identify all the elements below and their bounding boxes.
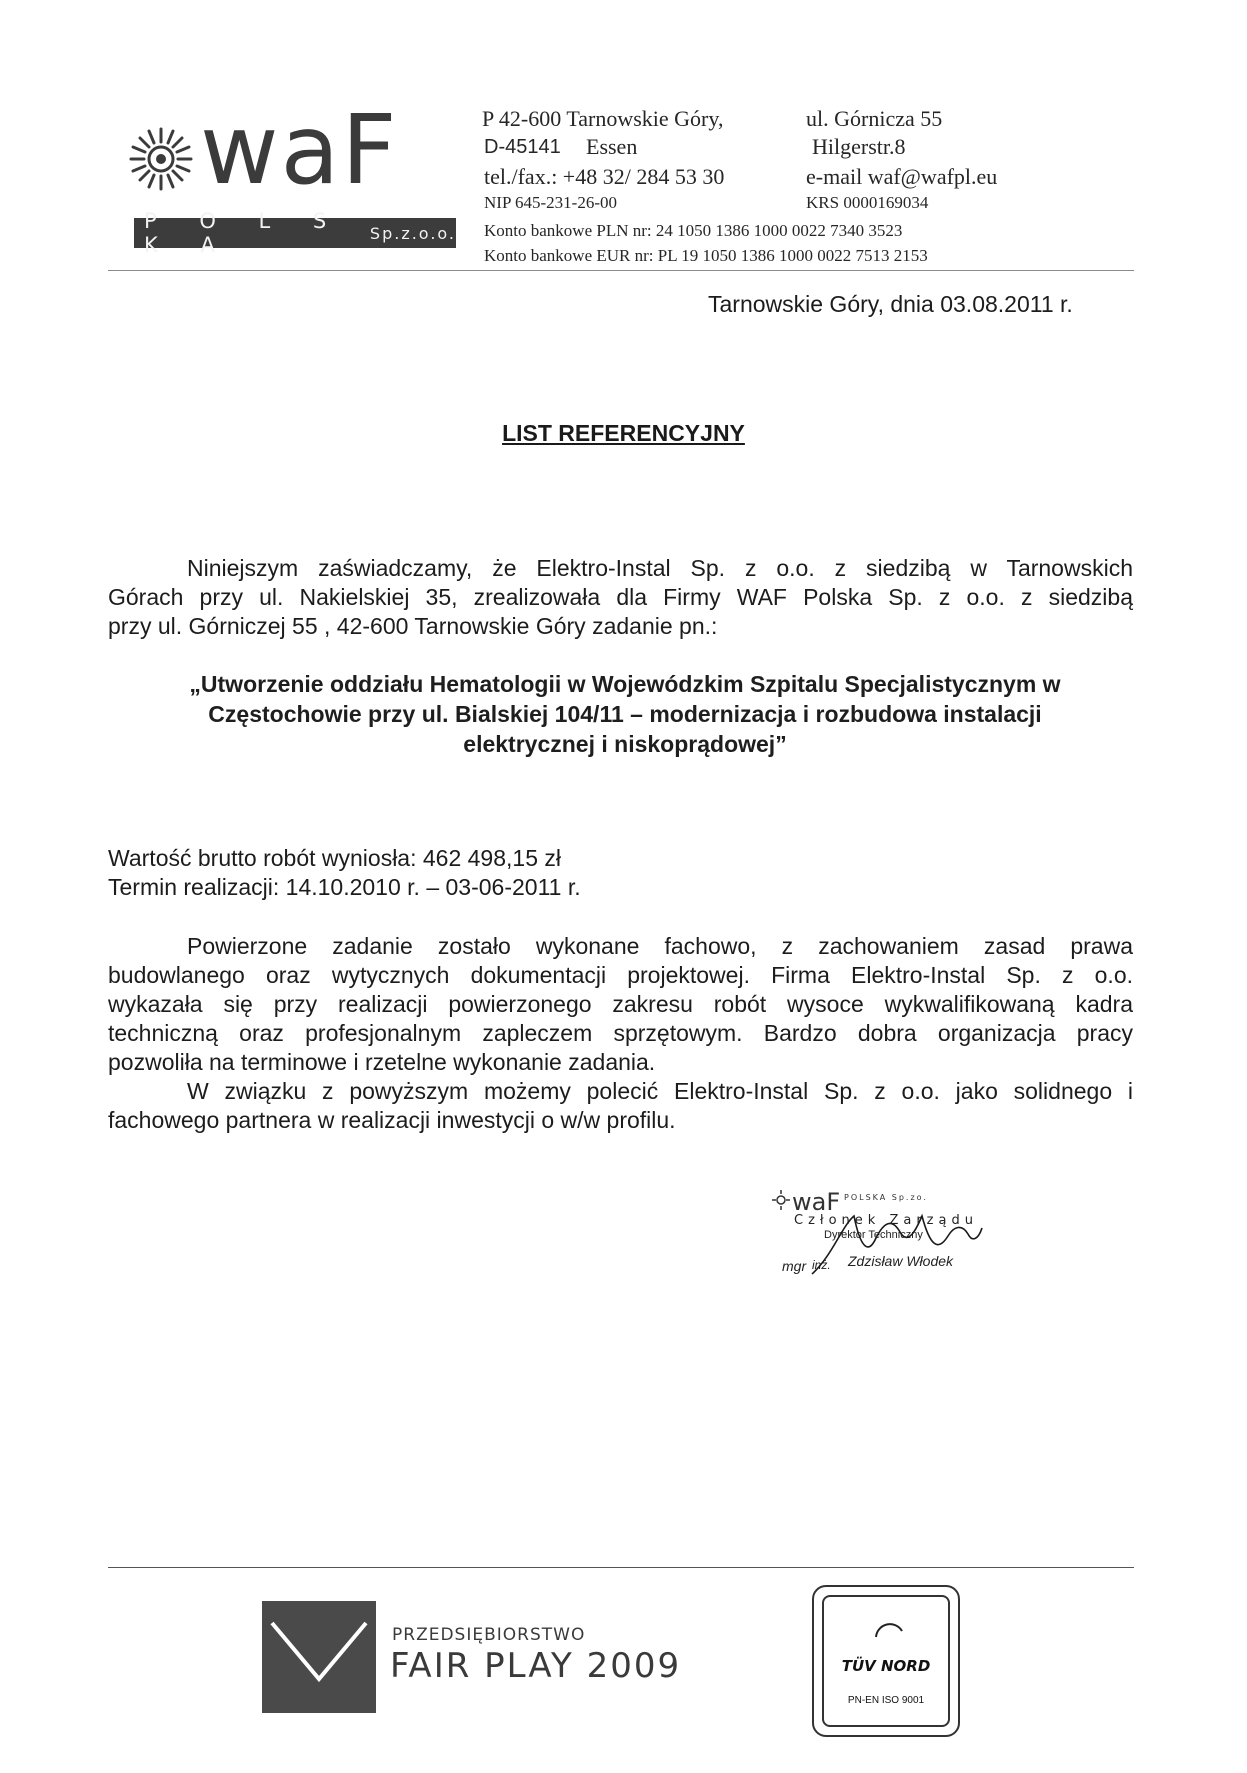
stamp-role-director: Dyrektor Techniczny [824,1229,923,1241]
tuv-certificate-badge [812,1585,960,1737]
task-name-line: Częstochowie przy ul. Bialskiej 104/11 – modernizacja i rozbudowa instalacji [208,701,1042,727]
header-divider [108,270,1134,271]
body-line: wykazała się przy realizacji powierzonego zakresu robót wysoce wykwalifikowaną kadra [108,991,1133,1017]
tuv-badge-frame [822,1595,950,1727]
logo-spzoo: Sp.z.o.o. [369,223,456,243]
nip-number: NIP 645-231-26-00 [484,193,617,212]
fair-play-title: FAIR PLAY 2009 [390,1646,682,1686]
bank-account-pln: Konto bankowe PLN nr: 24 1050 1386 1000 0022 7340 3523 [484,221,903,240]
sun-logo-icon [128,126,194,192]
logo-wordmark: waF [200,94,399,206]
de-city: Essen [586,134,638,159]
pl-street: ul. Górnicza 55 [806,106,943,131]
stamp-brand-suffix: POLSKA Sp.zo. [844,1193,928,1202]
bank-account-eur: Konto bankowe EUR nr: PL 19 1050 1386 1000 0022 7513 2153 [484,246,928,265]
logo-polska: P O L S K A [144,209,345,257]
footer-divider [108,1567,1134,1568]
stamp-abbr: inż. [812,1258,831,1272]
stamp-brand: waF [792,1188,841,1216]
task-name-line: elektrycznej i niskoprądowej” [463,731,787,757]
intro-line: Górach przy ul. Nakielskiej 35, zrealizowała dla Firmy WAF Polska Sp. z o.o. z siedzibą [108,584,1133,610]
intro-line: Niniejszym zaświadczamy, że Elektro-Instal Sp. z o.o. z siedzibą w Tarnowskich [187,555,1133,581]
tuv-arc-icon [872,1615,906,1649]
stamp-prefix: mgr [782,1258,807,1274]
closing-line: W związku z powyższym możemy polecić Elektro-Instal Sp. z o.o. jako solidnego i [187,1078,1133,1104]
closing-line: fachowego partnera w realizacji inwestycji o w/w profilu. [108,1107,676,1133]
letter-title: LIST REFERENCYJNY [502,420,745,446]
stamp-name: Zdzisław Włodek [848,1253,954,1269]
body-line: Powierzone zadanie zostało wykonane fachowo, z zachowaniem zasad prawa [187,933,1133,959]
krs-number: KRS 0000169034 [806,193,929,212]
body-line: techniczną oraz profesjonalnym zapleczem sprzętowym. Bardzo dobra organizacja pracy [108,1020,1133,1046]
iso-standard: PN-EN ISO 9001 [847,1695,925,1706]
stamp-role-board: Członek Zarządu [794,1213,978,1228]
company-stamp [772,1186,1022,1281]
de-street: Hilgerstr.8 [812,134,906,159]
logo-bar [134,209,456,257]
pl-address: P 42-600 Tarnowskie Góry, [482,106,724,131]
email: e-mail waf@wafpl.eu [806,164,998,189]
intro-line: przy ul. Górniczej 55 , 42-600 Tarnowskie Góry zadanie pn.: [108,613,718,639]
de-postcode: D-45141 [484,136,561,158]
body-line: pozwoliła na terminowe i rzetelne wykonanie zadania. [108,1049,656,1075]
fair-play-label: PRZEDSIĘBIORSTWO [392,1625,586,1645]
contract-value: Wartość brutto robót wyniosła: 462 498,15 zł [108,845,561,871]
task-name-line: „Utworzenie oddziału Hematologii w Wojewódzkim Szpitalu Specjalistycznym w [189,671,1061,697]
body-line: budowlanego oraz wytycznych dokumentacji projektowej. Firma Elektro-Instal Sp. z o.o. [108,962,1133,988]
stamp-sun-icon [772,1190,790,1210]
company-logo [128,94,462,257]
fair-play-logo-icon [262,1601,376,1713]
phone-fax: tel./fax.: +48 32/ 284 53 30 [484,164,725,189]
completion-term: Termin realizacji: 14.10.2010 r. – 03-06-2011 r. [108,874,581,900]
place-date: Tarnowskie Góry, dnia 03.08.2011 r. [708,291,1073,317]
tuv-brand: TÜV NORD [841,1657,931,1675]
